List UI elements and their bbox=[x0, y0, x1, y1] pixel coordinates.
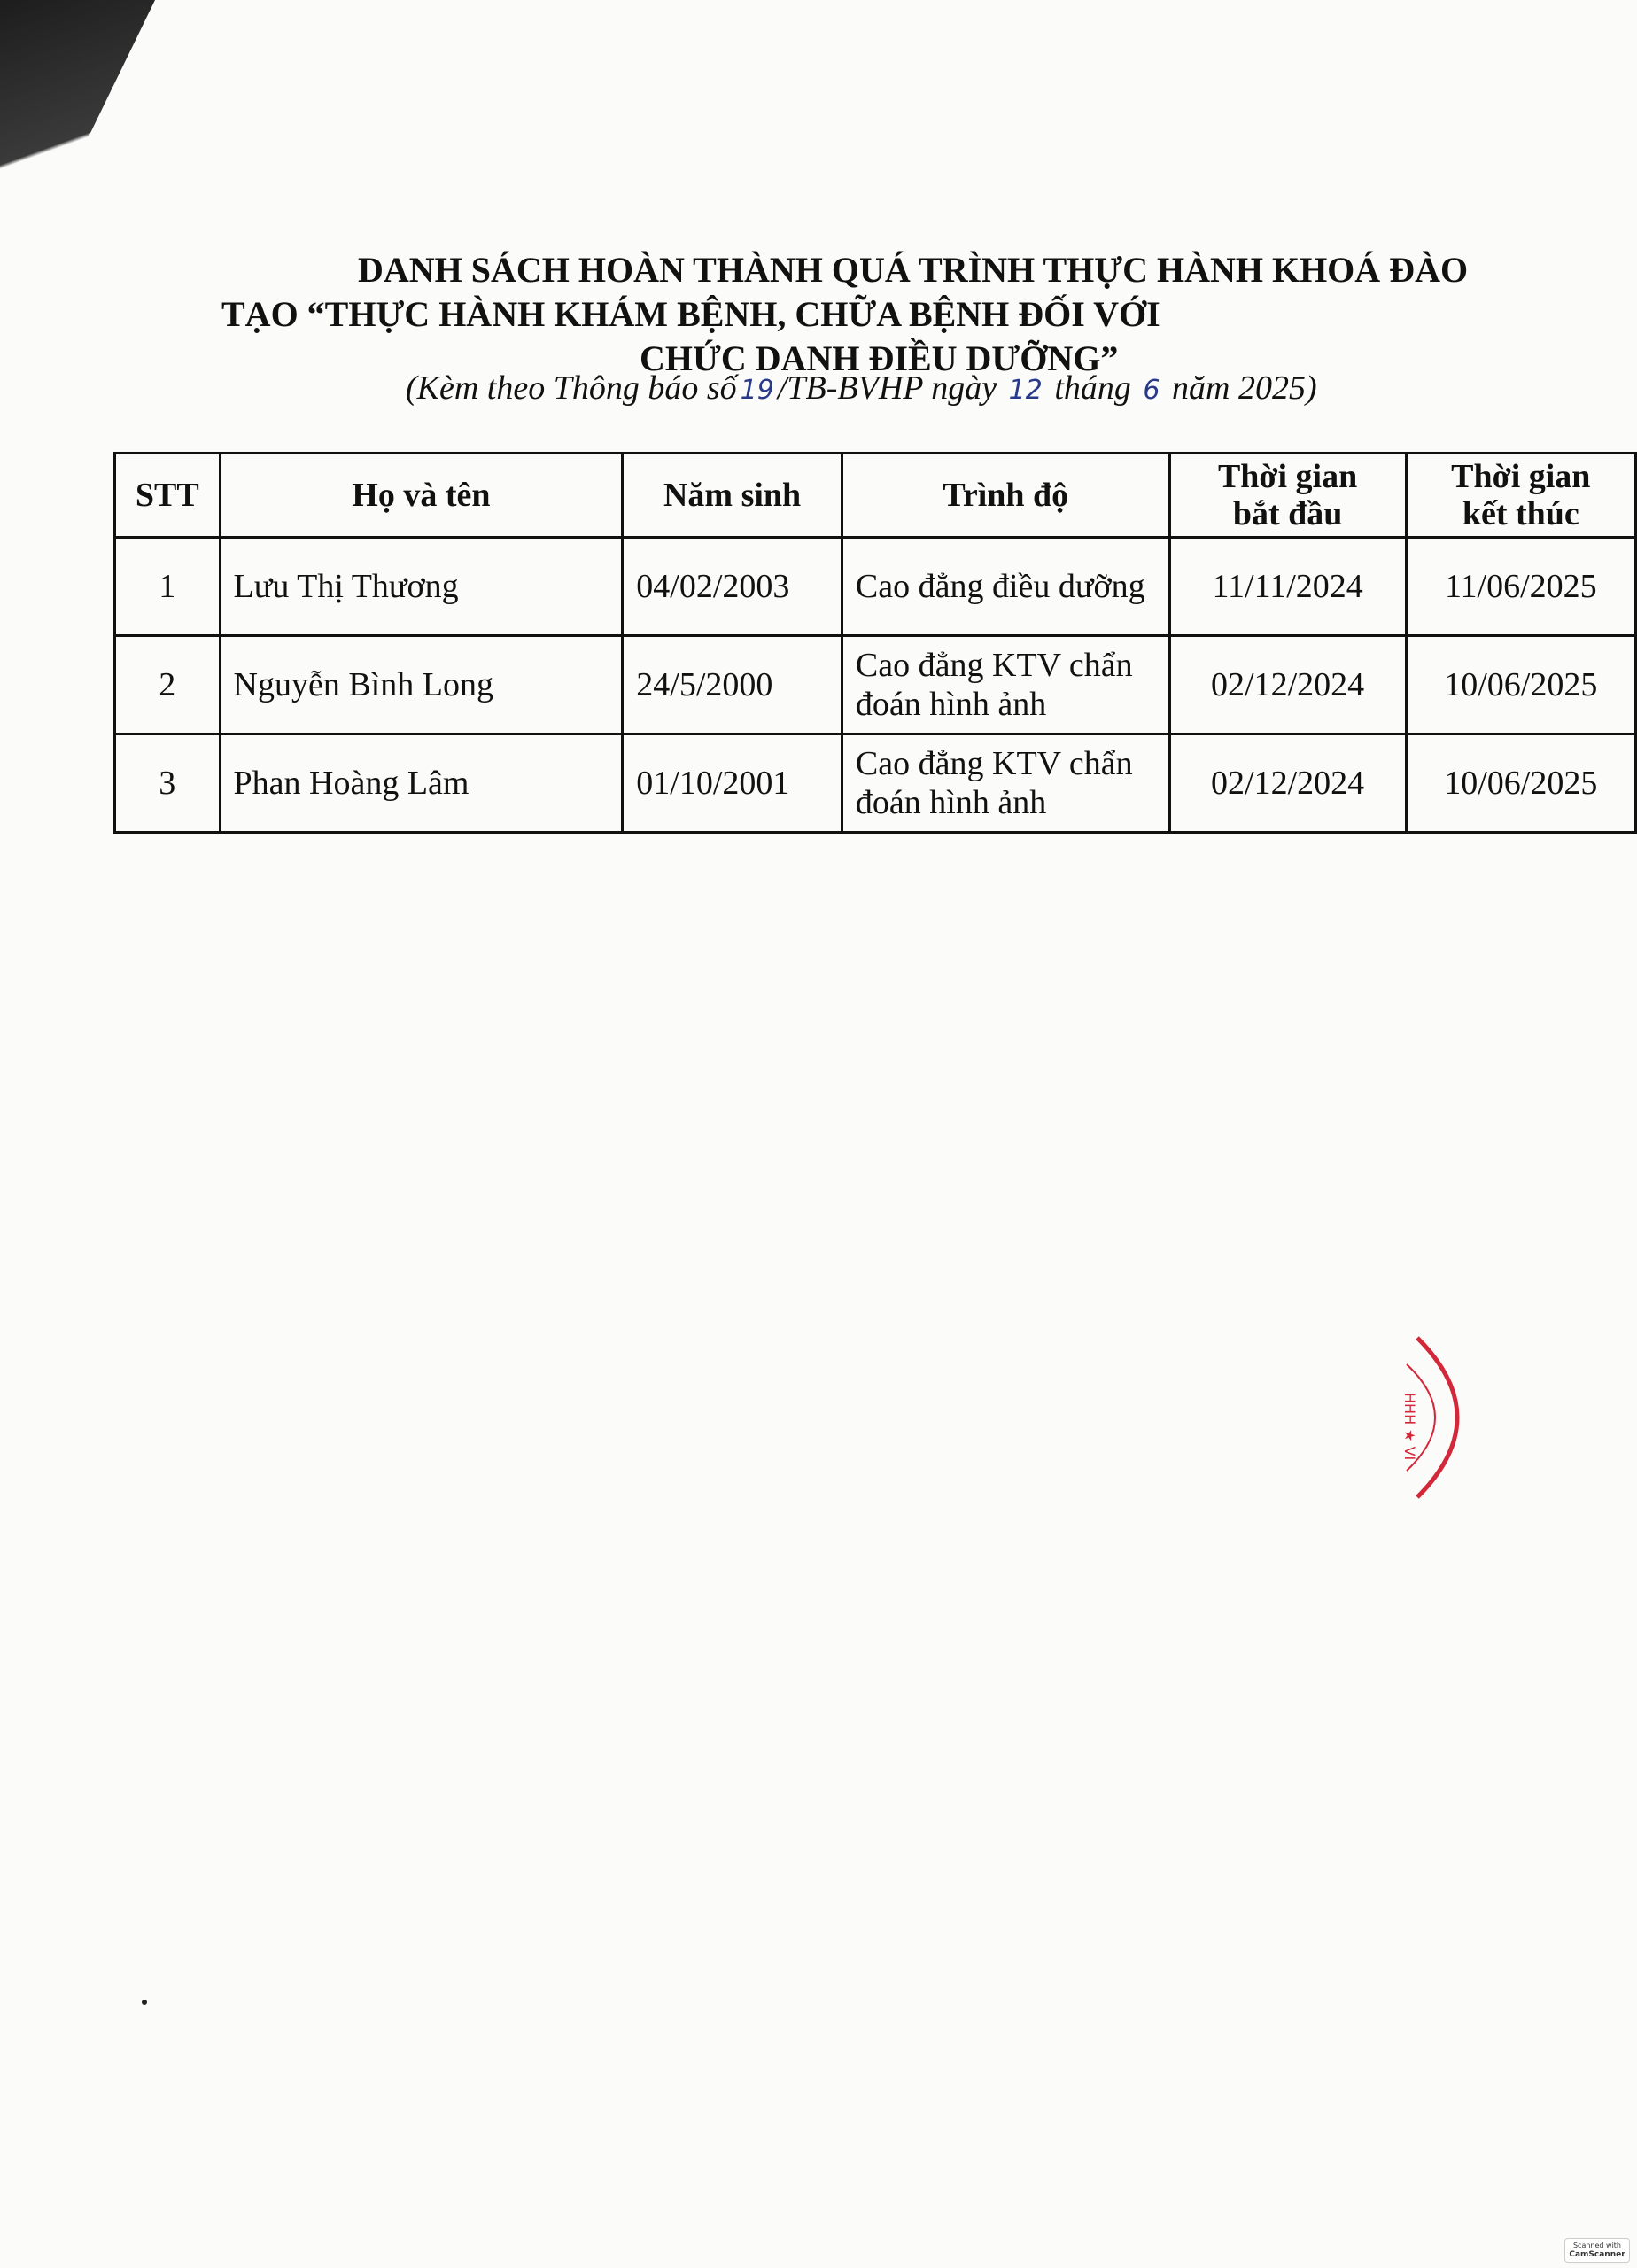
header-end-line-1: Thời gian bbox=[1451, 458, 1591, 495]
camscanner-badge bbox=[1564, 2238, 1630, 2263]
title-line-1: DANH SÁCH HOÀN THÀNH QUÁ TRÌNH THỰC HÀNH KHOÁ ĐÀO bbox=[358, 250, 1469, 290]
cell-level-line-2: đoán hình ảnh bbox=[855, 686, 1047, 723]
header-stt: STT bbox=[115, 454, 221, 538]
cell-end: 11/06/2025 bbox=[1406, 538, 1635, 636]
cell-end: 10/06/2025 bbox=[1406, 734, 1635, 833]
subtitle-mid-2: tháng bbox=[1054, 369, 1131, 407]
red-seal-stamp bbox=[1382, 1329, 1488, 1506]
header-end-line-2: kết thúc bbox=[1462, 495, 1579, 532]
cell-stt: 3 bbox=[115, 734, 221, 833]
handwritten-day: 12 bbox=[1008, 375, 1043, 406]
scanner-badge-line-1: Scanned with bbox=[1572, 2241, 1622, 2249]
cell-level-line-2: đoán hình ảnh bbox=[855, 784, 1047, 821]
table-row bbox=[115, 538, 1636, 636]
cell-start: 11/11/2024 bbox=[1169, 538, 1406, 636]
subtitle-prefix: (Kèm theo Thông báo số bbox=[406, 369, 737, 407]
cell-name: Lưu Thị Thương bbox=[220, 538, 623, 636]
cell-level-line-1: Cao đẳng KTV chẩn bbox=[855, 647, 1133, 684]
scanner-badge-brand: CamScanner bbox=[1569, 2250, 1625, 2259]
stray-dot bbox=[142, 2000, 147, 2005]
header-end bbox=[1406, 454, 1635, 538]
subtitle-suffix: năm 2025) bbox=[1172, 369, 1317, 407]
cell-name: Nguyễn Bình Long bbox=[220, 636, 623, 734]
cell-level-line-1: Cao đẳng KTV chẩn bbox=[855, 745, 1133, 782]
title-line-3: CHỨC DANH ĐIỀU DƯỠNG” bbox=[640, 338, 1119, 378]
seal-outer-arc bbox=[1417, 1338, 1457, 1497]
cell-start: 02/12/2024 bbox=[1169, 734, 1406, 833]
completion-table bbox=[113, 452, 1637, 834]
cell-start: 02/12/2024 bbox=[1169, 636, 1406, 734]
handwritten-month: 6 bbox=[1143, 375, 1160, 406]
handwritten-number: 19 bbox=[740, 375, 774, 406]
header-start-line-2: bắt đầu bbox=[1232, 495, 1343, 532]
header-start bbox=[1169, 454, 1406, 538]
table-row bbox=[115, 734, 1636, 833]
cell-level bbox=[842, 538, 1169, 636]
title-line-2: TẠO “THỰC HÀNH KHÁM BỆNH, CHỮA BỆNH ĐỐI VỚI bbox=[221, 294, 1160, 334]
cell-stt: 1 bbox=[115, 538, 221, 636]
table-header-row bbox=[115, 454, 1636, 538]
cell-name: Phan Hoàng Lâm bbox=[220, 734, 623, 833]
header-level: Trình độ bbox=[842, 454, 1169, 538]
cell-level bbox=[842, 734, 1169, 833]
cell-end: 10/06/2025 bbox=[1406, 636, 1635, 734]
document-subtitle bbox=[406, 369, 1317, 408]
subtitle-mid-1: /TB-BVHP ngày bbox=[777, 369, 997, 407]
cell-stt: 2 bbox=[115, 636, 221, 734]
cell-dob: 24/5/2000 bbox=[623, 636, 842, 734]
header-start-line-1: Thời gian bbox=[1217, 458, 1358, 495]
cell-dob: 01/10/2001 bbox=[623, 734, 842, 833]
cell-level-line-1: Cao đẳng điều dưỡng bbox=[855, 568, 1145, 605]
table-row bbox=[115, 636, 1636, 734]
header-name: Họ và tên bbox=[220, 454, 623, 538]
cell-dob: 04/02/2003 bbox=[623, 538, 842, 636]
seal-text: HHH ★ VI bbox=[1401, 1393, 1418, 1461]
cell-level bbox=[842, 636, 1169, 734]
header-dob: Năm sinh bbox=[623, 454, 842, 538]
page-edge-shadow bbox=[0, 0, 159, 354]
